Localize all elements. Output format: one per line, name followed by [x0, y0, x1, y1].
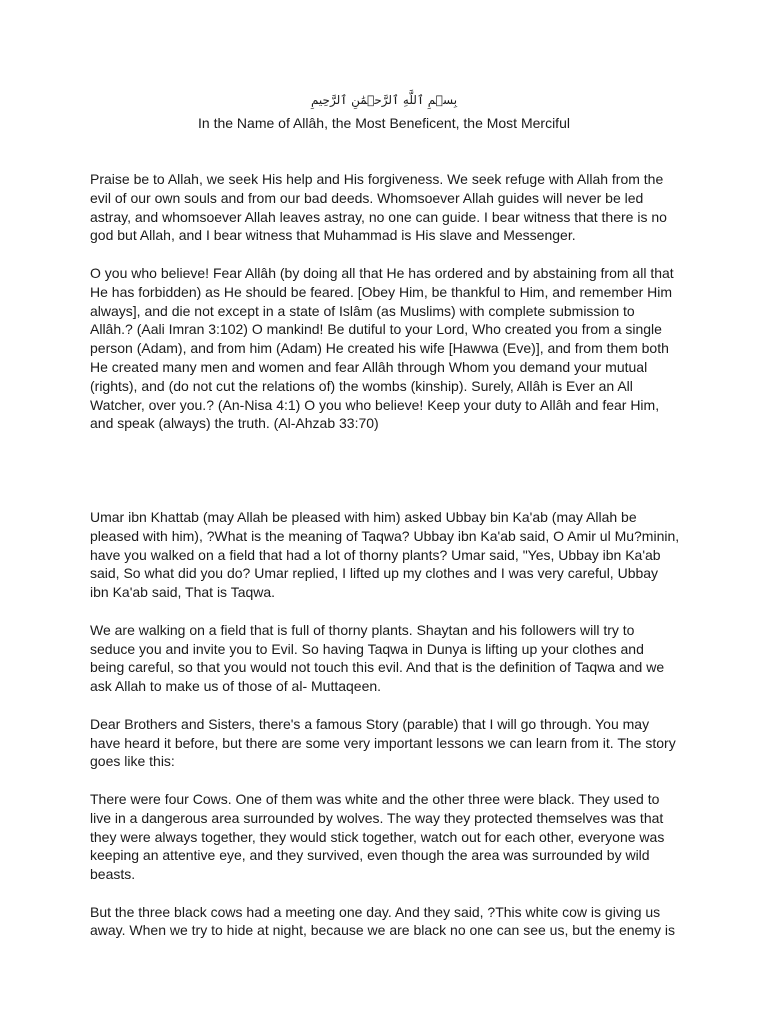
- paragraph: But the three black cows had a meeting one day. And they said, ?This white cow is giving us away. When we try to hide at night, because we are black no one can see us, but the enemy is: [90, 903, 675, 939]
- paragraph: Praise be to Allah, we seek His help and His forgiveness. We seek refuge with Allah from the evil of our own souls and from our bad deeds. Whomsoever Allah guides will never be led astray, and whomsoever Allah leaves astray, no one can guide. I bear witness that there is no god but Allah, and I bear witness that Muhammad is His slave and Messenger.: [90, 171, 667, 244]
- paragraph: O you who believe! Fear Allâh (by doing all that He has ordered and by abstaining from all that He has forbidden) as He should be feared. [Obey Him, be thankful to Him, and remember Him always], and die not except in a state of Islâm (as Muslims) with complete submission to Allâh.? (Aali Imran 3:102) O mankind! Be dutiful to your Lord, Who created you from a single person (Adam), and from him (Adam) He created his wife [Hawwa (Eve)], and from them both He created many men and women and fear Allâh through Whom you demand your mutual (rights), and (do not cut the relations of) the wombs (kinship). Surely, Allâh is Ever an All Watcher, over you.? (An-Nisa 4:1) O you who believe! Keep your duty to Allâh and fear Him, and speak (always) the truth. (Al-Ahzab 33:70): [90, 264, 674, 432]
- paragraph: Dear Brothers and Sisters, there's a famous Story (parable) that I will go through. You may have heard it before, but there are some very important lessons we can learn from it. The story goes like this:: [90, 715, 676, 770]
- paragraph: We are walking on a field that is full of thorny plants. Shaytan and his followers will try to seduce you and invite you to Evil. So having Taqwa in Dunya is lifting up your clothes and being careful, so that you would not touch this evil. And that is the definition of Taqwa and we ask Allah to make us of those of al- Muttaqeen.: [90, 621, 665, 695]
- bismillah-arabic: بِسۡمِ ٱللَّهِ ٱلرَّحۡمَٰنِ ٱلرَّحِيمِ: [310, 93, 458, 107]
- page-title: In the Name of Allâh, the Most Beneficent, the Most Merciful: [198, 115, 570, 131]
- paragraph: Umar ibn Khattab (may Allah be pleased with him) asked Ubbay bin Ka'ab (may Allah be pleased with him), ?What is the meaning of Taqwa? Ubbay ibn Ka'ab said, O Amir ul Mu?minin, have you walked on a field that had a lot of thorny plants? Umar said, "Yes, Ubbay ibn Ka'ab said, So what did you do? Umar replied, I lifted up my clothes and I was very careful, Ubbay ibn Ka'ab said, That is Taqwa.: [90, 508, 680, 601]
- document-body: [90, 170, 680, 940]
- paragraph: There were four Cows. One of them was white and the other three were black. They used to live in a dangerous area surrounded by wolves. The way they protected themselves was that they were always together, they would stick together, watch out for each other, everyone was keeping an attentive eye, and they survived, even though the area was surrounded by wild beasts.: [90, 790, 665, 883]
